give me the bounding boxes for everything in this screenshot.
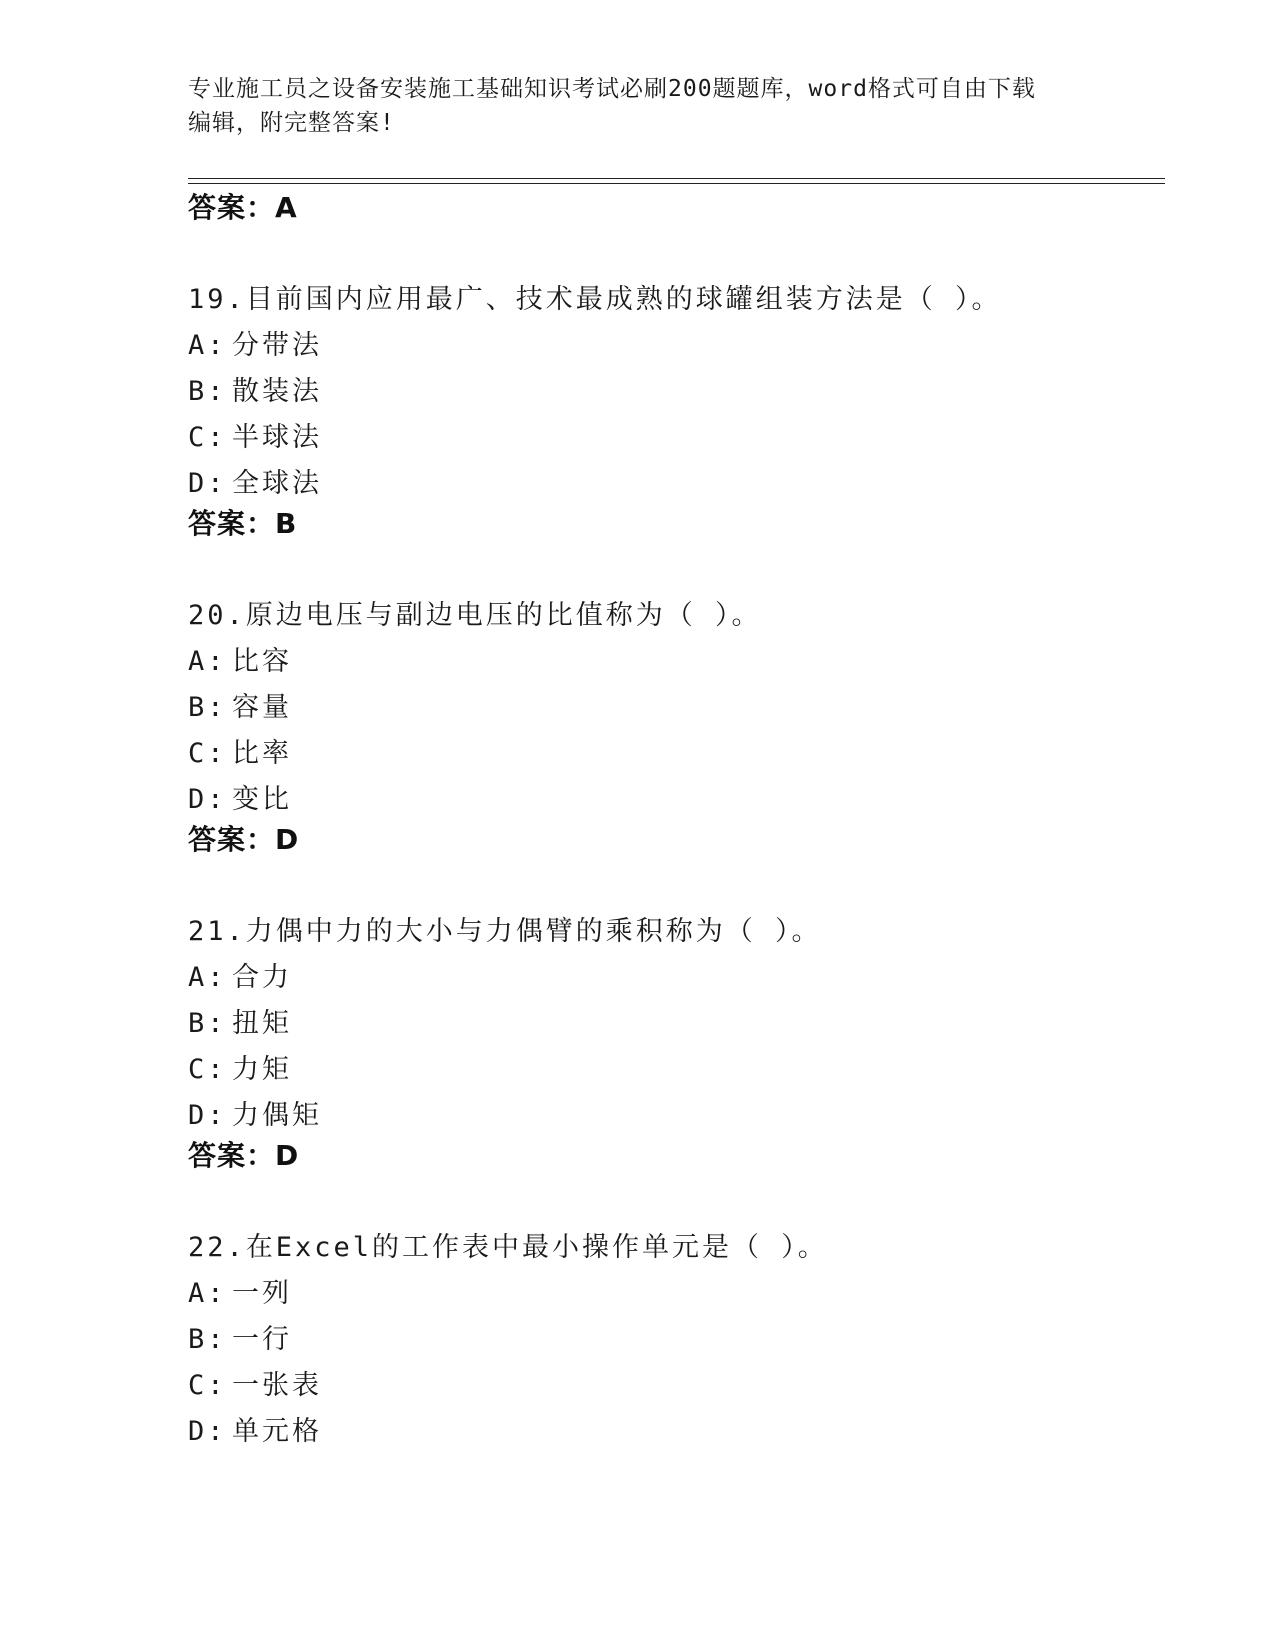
option-b — [188, 1006, 822, 1042]
option-key: D: — [188, 468, 227, 499]
option-key: C: — [188, 738, 227, 769]
option-text: 全球法 — [232, 468, 322, 499]
option-text: 扭矩 — [232, 1008, 292, 1039]
question-block — [188, 914, 822, 1134]
option-text: 一行 — [232, 1324, 292, 1355]
option-key: A: — [188, 1278, 227, 1309]
option-a — [188, 1276, 828, 1312]
question-block — [188, 282, 1002, 502]
option-text: 变比 — [232, 784, 292, 815]
option-b — [188, 690, 762, 726]
option-c — [188, 736, 762, 772]
option-d — [188, 1098, 822, 1134]
option-key: D: — [188, 784, 227, 815]
option-key: B: — [188, 376, 227, 407]
question-stem: 21.力偶中力的大小与力偶臂的乘积称为（ ）。 — [188, 916, 822, 947]
option-text: 一列 — [232, 1278, 292, 1309]
option-c — [188, 420, 1002, 456]
header-divider-top — [188, 178, 1165, 179]
option-text: 分带法 — [232, 330, 322, 361]
option-text: 力偶矩 — [232, 1100, 322, 1131]
option-key: B: — [188, 1324, 227, 1355]
answer-label: 答案：D — [188, 823, 300, 856]
option-key: C: — [188, 422, 227, 453]
option-key: D: — [188, 1416, 227, 1447]
option-key: A: — [188, 962, 227, 993]
option-text: 合力 — [232, 962, 292, 993]
option-b — [188, 1322, 828, 1358]
document-header — [188, 72, 1088, 140]
header-divider-bottom — [188, 183, 1165, 184]
option-text: 比率 — [232, 738, 292, 769]
option-c — [188, 1052, 822, 1088]
question-block — [188, 1230, 828, 1450]
question-stem: 19.目前国内应用最广、技术最成熟的球罐组装方法是（ ）。 — [188, 284, 1002, 315]
option-d — [188, 1414, 828, 1450]
option-a — [188, 644, 762, 680]
option-key: A: — [188, 330, 227, 361]
option-text: 半球法 — [232, 422, 322, 453]
option-key: B: — [188, 692, 227, 723]
option-text: 散装法 — [232, 376, 322, 407]
answer-label: 答案：A — [188, 191, 298, 224]
question-stem: 20.原边电压与副边电压的比值称为（ ）。 — [188, 600, 762, 631]
option-d — [188, 782, 762, 818]
answer-label: 答案：D — [188, 1139, 300, 1172]
option-b — [188, 374, 1002, 410]
option-c — [188, 1368, 828, 1404]
option-text: 单元格 — [232, 1416, 322, 1447]
option-text: 一张表 — [232, 1370, 322, 1401]
question-block — [188, 598, 762, 818]
option-a — [188, 328, 1002, 364]
option-key: C: — [188, 1054, 227, 1085]
option-key: D: — [188, 1100, 227, 1131]
option-text: 力矩 — [232, 1054, 292, 1085]
answer-label: 答案：B — [188, 507, 298, 540]
option-text: 比容 — [232, 646, 292, 677]
option-key: B: — [188, 1008, 227, 1039]
option-text: 容量 — [232, 692, 292, 723]
header-line-2: 编辑，附完整答案! — [188, 110, 395, 136]
header-line-1: 专业施工员之设备安装施工基础知识考试必刷200题题库，word格式可自由下载 — [188, 76, 1036, 102]
option-key: A: — [188, 646, 227, 677]
option-key: C: — [188, 1370, 227, 1401]
question-stem: 22.在Excel的工作表中最小操作单元是（ ）。 — [188, 1232, 828, 1263]
option-a — [188, 960, 822, 996]
option-d — [188, 466, 1002, 502]
